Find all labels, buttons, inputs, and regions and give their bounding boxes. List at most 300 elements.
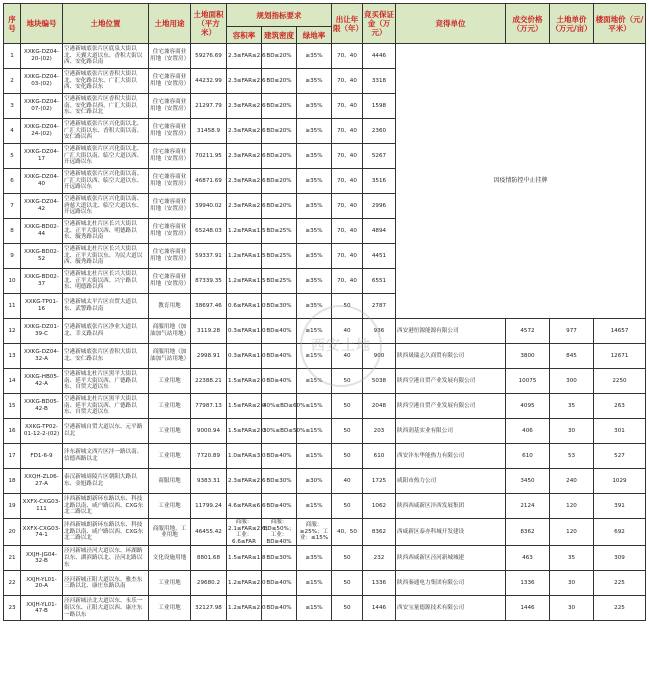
cell-use: 工业用地 (149, 394, 191, 419)
cell-plot-no: XXQH-ZL06-27-A (21, 469, 63, 494)
cell-seq: 12 (4, 319, 21, 344)
cell-floor-price: 12671 (594, 344, 646, 369)
cell-location: 空港新城底张片区兴化街以南、唐慈大道以北、临空大道以东、开远路以东 (63, 194, 149, 219)
cell-far: 0.6≤FAR≤1.0 (227, 294, 262, 319)
table-row (4, 394, 646, 419)
cell-area: 9383.31 (191, 469, 227, 494)
cell-floor-price: 301 (594, 419, 646, 444)
cell-seq: 7 (4, 194, 21, 219)
cell-far: 2.3≤FAR≤2.6 (227, 94, 262, 119)
cell-density: BD≥40% (262, 571, 297, 596)
cell-deposit: 5267 (363, 144, 396, 169)
cell-use: 商服用地 (149, 469, 191, 494)
cell-winner: 咸阳市热力公司 (396, 469, 506, 494)
cell-deposit: 6551 (363, 269, 396, 294)
cell-deposit: 3318 (363, 69, 396, 94)
cell-density: BD≤30% (262, 294, 297, 319)
cell-density: BD≤40% (262, 319, 297, 344)
cell-far: 1.2≤FAR≤2.0 (227, 571, 262, 596)
table-row (4, 444, 646, 469)
cell-area: 31458.9 (191, 119, 227, 144)
cell-location: 空港新城底张片区香积大街以北、安仁路以东 (63, 344, 149, 369)
cell-term: 70、40 (332, 169, 363, 194)
cell-deposit: 203 (363, 419, 396, 444)
cell-location: 泰汉新城周陵片区朝阳大路以东、金旭路以北 (63, 469, 149, 494)
cell-green: ≥35% (297, 44, 332, 69)
cell-seq: 5 (4, 144, 21, 169)
cell-far: 2.3≤FAR≤2.6 (227, 169, 262, 194)
cell-term: 70、40 (332, 269, 363, 294)
cell-location: 泾河新城正阳大道以东、雅杰东三路以北、康庄东路以南 (63, 571, 149, 596)
cell-density: BD≤20% (262, 194, 297, 219)
cell-winner: 陕西润基实业有限公司 (396, 419, 506, 444)
cell-price: 1446 (506, 596, 550, 621)
cell-deposit: 4451 (363, 244, 396, 269)
cell-area: 11799.24 (191, 494, 227, 519)
suspended-note: 因疫情防控中止挂牌 (396, 44, 646, 319)
cell-unit-price: 845 (550, 344, 594, 369)
cell-use: 商服用地、工业用地 (149, 519, 191, 546)
cell-location: 泾河新城泾河大道以东、环湖路以东、湖滨路以北、泾河北路以东 (63, 546, 149, 571)
land-results-table (3, 3, 646, 621)
cell-floor-price: 2250 (594, 369, 646, 394)
cell-density: BD≤20% (262, 94, 297, 119)
cell-price: 10075 (506, 369, 550, 394)
cell-use: 工业用地 (149, 571, 191, 596)
cell-green: ≥35% (297, 169, 332, 194)
cell-floor-price: 309 (594, 546, 646, 571)
cell-plot-no: FD1-6-9 (21, 444, 63, 469)
cell-plot-no: XXKG-HB05-42-A (21, 369, 63, 394)
cell-use: 工业用地 (149, 596, 191, 621)
cell-term: 40 (332, 319, 363, 344)
cell-winner: 陕西西咸新区泾河新城城建 (396, 546, 506, 571)
cell-far: 1.0≤FAR≤3.0 (227, 444, 262, 469)
cell-green: ≥35% (297, 244, 332, 269)
cell-deposit: 232 (363, 546, 396, 571)
cell-seq: 2 (4, 69, 21, 94)
cell-area: 70211.95 (191, 144, 227, 169)
cell-use: 住宅兼容商业用地（安置房） (149, 94, 191, 119)
cell-seq: 17 (4, 444, 21, 469)
cell-seq: 3 (4, 94, 21, 119)
cell-area: 21297.79 (191, 94, 227, 119)
cell-use: 商服用地（加油加气站用地） (149, 319, 191, 344)
cell-area: 46455.42 (191, 519, 227, 546)
table-row (4, 596, 646, 621)
cell-location: 沣东新城文西片区沣一路以南、信德西路以北 (63, 444, 149, 469)
cell-term: 70、40 (332, 69, 363, 94)
cell-use: 住宅兼容商业用地（安置房） (149, 69, 191, 94)
cell-area: 22388.21 (191, 369, 227, 394)
cell-green: ≤15% (297, 494, 332, 519)
cell-winner: 陕西晟瑞志久商贸有限公司 (396, 344, 506, 369)
cell-winner: 西安宝量德源技术有限公司 (396, 596, 506, 621)
cell-deposit: 2048 (363, 394, 396, 419)
cell-seq: 23 (4, 596, 21, 621)
cell-use: 住宅兼容商业用地（安置房） (149, 169, 191, 194)
cell-use: 住宅兼容商业用地（安置房） (149, 219, 191, 244)
cell-far: 1.5≤FAR≤2.0 (227, 394, 262, 419)
cell-deposit: 4894 (363, 219, 396, 244)
cell-term: 70、40 (332, 194, 363, 219)
cell-location: 空港新城底张片区香积大街以南、安化路以西、广汇大街以东、安仁路以北 (63, 94, 149, 119)
table-row (4, 344, 646, 369)
cell-use: 住宅兼容商业用地（安置房） (149, 144, 191, 169)
cell-unit-price: 120 (550, 494, 594, 519)
header-use: 土地用途 (149, 4, 191, 44)
cell-use: 住宅兼容商业用地（安置房） (149, 269, 191, 294)
cell-location: 沣西新城朗新环东路以东、科技北路以南、咸户路以西、CXG东北二路以北 (63, 494, 149, 519)
cell-density: BD≥40% (262, 596, 297, 621)
cell-location: 空港新城底张片区底泉大街以北、天翼大道以东、香积大街以西、安化路以南 (63, 44, 149, 69)
cell-term: 70、40 (332, 219, 363, 244)
table-row (4, 546, 646, 571)
cell-deposit: 3516 (363, 169, 396, 194)
cell-seq: 19 (4, 494, 21, 519)
cell-density: BD≥40% (262, 369, 297, 394)
cell-deposit: 900 (363, 344, 396, 369)
cell-density: BD≤20% (262, 69, 297, 94)
cell-green: 商服：≥25%；工业：≤15% (297, 519, 332, 546)
cell-plot-no: XXKG-TP01-16 (21, 294, 63, 319)
cell-plot-no: XXJH-YL01-47-B (21, 596, 63, 621)
cell-density: BD≤25% (262, 269, 297, 294)
cell-area: 87339.35 (191, 269, 227, 294)
cell-far: 1.2≤FAR≤1.5 (227, 219, 262, 244)
cell-term: 50 (332, 596, 363, 621)
table-body (4, 44, 646, 621)
cell-seq: 8 (4, 219, 21, 244)
header-deposit: 竞买保证金（万元） (363, 4, 396, 44)
cell-floor-price: 391 (594, 494, 646, 519)
cell-unit-price: 35 (550, 546, 594, 571)
cell-green: ≤15% (297, 444, 332, 469)
cell-seq: 18 (4, 469, 21, 494)
cell-plot-no: XXKG-DZ04-24-(02) (21, 119, 63, 144)
cell-unit-price: 53 (550, 444, 594, 469)
cell-deposit: 1446 (363, 596, 396, 621)
cell-seq: 1 (4, 44, 21, 69)
cell-term: 50 (332, 444, 363, 469)
cell-winner: 陕西空港自贸产业发展有限公司 (396, 369, 506, 394)
cell-green: ≤15% (297, 596, 332, 621)
cell-area: 38697.46 (191, 294, 227, 319)
cell-price: 2124 (506, 494, 550, 519)
cell-term: 70、40 (332, 44, 363, 69)
cell-density: BD≤30% (262, 546, 297, 571)
cell-unit-price: 300 (550, 369, 594, 394)
cell-density: BD≥40% (262, 444, 297, 469)
cell-density: BD≤40% (262, 344, 297, 369)
header-far: 容积率 (227, 27, 262, 44)
cell-area: 8801.68 (191, 546, 227, 571)
cell-green: ≥35% (297, 269, 332, 294)
cell-deposit: 8362 (363, 519, 396, 546)
cell-density: BD≤30% (262, 469, 297, 494)
cell-density: BD≤20% (262, 144, 297, 169)
cell-plot-no: XXKG-DZ04-07-(02) (21, 94, 63, 119)
cell-use: 住宅兼容商业用地（安置房） (149, 119, 191, 144)
cell-floor-price: 14657 (594, 319, 646, 344)
cell-winner: 陕西空港自贸产业发展有限公司 (396, 394, 506, 419)
cell-unit-price: 977 (550, 319, 594, 344)
cell-use: 工业用地 (149, 494, 191, 519)
cell-area: 29680.2 (191, 571, 227, 596)
cell-winner: 西咸新区泰亦科城开发建设 (396, 519, 506, 546)
cell-far: 2.3≤FAR≤2.6 (227, 194, 262, 219)
cell-plot-no: XXKG-DZ04-17 (21, 144, 63, 169)
cell-green: ≤15% (297, 571, 332, 596)
table-row (4, 319, 646, 344)
cell-plot-no: XXKG-DZ04-20-(02) (21, 44, 63, 69)
cell-price: 610 (506, 444, 550, 469)
cell-far: 1.2≤FAR≤2.0 (227, 596, 262, 621)
cell-seq: 9 (4, 244, 21, 269)
cell-unit-price: 35 (550, 394, 594, 419)
cell-floor-price: 225 (594, 596, 646, 621)
cell-price: 3450 (506, 469, 550, 494)
cell-far: 2.3≤FAR≤2.6 (227, 144, 262, 169)
cell-seq: 22 (4, 571, 21, 596)
header-price: 成交价格（万元） (506, 4, 550, 44)
cell-density: 30%≤BD≤50% (262, 419, 297, 444)
cell-use: 教育用地 (149, 294, 191, 319)
cell-price: 4572 (506, 319, 550, 344)
cell-far: 0.3≤FAR≤1.0 (227, 344, 262, 369)
cell-seq: 10 (4, 269, 21, 294)
cell-deposit: 2996 (363, 194, 396, 219)
header-seq: 序号 (4, 4, 21, 44)
cell-price: 3800 (506, 344, 550, 369)
cell-plot-no: XXFX-CXG03-111 (21, 494, 63, 519)
cell-green: ≤15% (297, 419, 332, 444)
cell-green: ≥35% (297, 294, 332, 319)
cell-deposit: 4446 (363, 44, 396, 69)
cell-floor-price: 1029 (594, 469, 646, 494)
cell-green: ≤15% (297, 369, 332, 394)
cell-far: 1.5≤FAR≤1.8 (227, 546, 262, 571)
cell-term: 50 (332, 419, 363, 444)
cell-area: 2998.91 (191, 344, 227, 369)
cell-plot-no: XXJH-JG04-32-B (21, 546, 63, 571)
cell-deposit: 610 (363, 444, 396, 469)
cell-floor-price: 225 (594, 571, 646, 596)
cell-far: 商服：2.1≤FAR≤2.6；工业：6.6≤FAR (228, 519, 272, 545)
cell-location: 空港新城底张片区兴化街以北、广汇大街以东、香积大街以南、安仁路以西 (63, 119, 149, 144)
cell-location: 空港新城底张片区兴化街以北、广汇大街以南、临空大道以西、开远路以东 (63, 144, 149, 169)
header-location: 土地位置 (63, 4, 149, 44)
cell-use: 商服用地（加油加气站用地） (149, 344, 191, 369)
cell-unit-price: 30 (550, 571, 594, 596)
cell-use: 工业用地 (149, 419, 191, 444)
cell-price: 406 (506, 419, 550, 444)
cell-winner: 西安港恒源能源有限公司 (396, 319, 506, 344)
cell-density: BD≤20% (262, 169, 297, 194)
cell-plot-no: XXKG-DZ04-03-(02) (21, 69, 63, 94)
cell-density: 商服：BD≤50%；工业：BD≥40% (262, 519, 297, 546)
cell-plot-no: XXFX-CXG03-74-1 (21, 519, 63, 546)
cell-plot-no: XXKG-TP02-01-12-2-(02) (21, 419, 63, 444)
header-winner: 竞得单位 (396, 4, 506, 44)
cell-location: 空港新城自贸大道以东、元平路以北 (63, 419, 149, 444)
cell-plot-no: XXKG-BD02-52 (21, 244, 63, 269)
cell-seq: 11 (4, 294, 21, 319)
cell-green: ≥35% (297, 546, 332, 571)
cell-term: 50 (332, 494, 363, 519)
cell-green: ≥30% (297, 469, 332, 494)
cell-location: 空港新城底张片区香积大街以北、安化路以东、广汇大街以西、安化路以东 (63, 69, 149, 94)
cell-term: 70、40 (332, 144, 363, 169)
cell-seq: 14 (4, 369, 21, 394)
table-row (4, 369, 646, 394)
cell-price: 1336 (506, 571, 550, 596)
header-floor-price: 楼面地价（元/平米） (594, 4, 646, 44)
header-plot-no: 地块编号 (21, 4, 63, 44)
cell-use: 住宅兼容商业用地（安置房） (149, 194, 191, 219)
cell-deposit: 2360 (363, 119, 396, 144)
header-planning: 规划指标要求 (227, 4, 332, 27)
table-row (4, 519, 646, 546)
table-row (4, 44, 646, 69)
cell-area: 3119.28 (191, 319, 227, 344)
cell-deposit: 1336 (363, 571, 396, 596)
cell-plot-no: XXKG-BD02-44 (21, 219, 63, 244)
cell-density: BD≤25% (262, 244, 297, 269)
cell-floor-price: 527 (594, 444, 646, 469)
cell-far: 1.2≤FAR≤1.5 (227, 269, 262, 294)
cell-term: 70、40 (332, 244, 363, 269)
cell-green: ≥35% (297, 94, 332, 119)
cell-seq: 15 (4, 394, 21, 419)
cell-plot-no: XXKG-DZ04-40 (21, 169, 63, 194)
cell-location: 空港新城太平片区自贸大道以东、武警路以南 (63, 294, 149, 319)
cell-term: 50 (332, 571, 363, 596)
cell-floor-price: 263 (594, 394, 646, 419)
cell-green: ≥35% (297, 144, 332, 169)
cell-deposit: 936 (363, 319, 396, 344)
cell-winner: 陕西秦通电力集团有限公司 (396, 571, 506, 596)
cell-floor-price: 692 (594, 519, 646, 546)
header-unit-price: 土地单价（万元/亩） (550, 4, 594, 44)
cell-unit-price: 30 (550, 419, 594, 444)
cell-unit-price: 30 (550, 596, 594, 621)
cell-location: 空港新城底张片区净业大道以北、幸义路以西 (63, 319, 149, 344)
cell-area: 46871.69 (191, 169, 227, 194)
cell-area: 7720.89 (191, 444, 227, 469)
cell-area: 59276.69 (191, 44, 227, 69)
cell-seq: 16 (4, 419, 21, 444)
cell-area: 77987.13 (191, 394, 227, 419)
cell-plot-no: XXKG-BD05-42-B (21, 394, 63, 419)
cell-green: ≥35% (297, 219, 332, 244)
cell-use: 工业用地 (149, 369, 191, 394)
cell-green: ≥15% (297, 319, 332, 344)
cell-use: 工业用地 (149, 444, 191, 469)
cell-area: 44232.99 (191, 69, 227, 94)
cell-location: 空港新城北杜片区长兴大街以北、正平大街以东、为民大道以西、毓秀路以南 (63, 244, 149, 269)
cell-plot-no: XXKG-DZ01-39-C (21, 319, 63, 344)
cell-density: 40%≤BD≤60% (262, 394, 297, 419)
cell-far: 4.6≤FAR≤6.6 (227, 494, 262, 519)
cell-green: ≥35% (297, 119, 332, 144)
cell-term: 40 (332, 344, 363, 369)
cell-term: 50 (332, 546, 363, 571)
cell-unit-price: 240 (550, 469, 594, 494)
cell-plot-no: XXKG-DZ04-32-A (21, 344, 63, 369)
cell-area: 32127.98 (191, 596, 227, 621)
cell-unit-price: 120 (550, 519, 594, 546)
cell-area: 39940.02 (191, 194, 227, 219)
cell-green: ≥15% (297, 344, 332, 369)
watermark-seal: 西安土地 (300, 305, 382, 387)
cell-area: 59337.91 (191, 244, 227, 269)
cell-price: 463 (506, 546, 550, 571)
cell-density: BD≤20% (262, 44, 297, 69)
cell-use: 住宅兼容商业用地（安置房） (149, 44, 191, 69)
header-term: 出让年限（年） (332, 4, 363, 44)
cell-winner: 西安沣东华能热力有限公司 (396, 444, 506, 469)
cell-location: 空港新城底张片区兴化街以南、广汇大街以西、临空大道以东、开远路以东 (63, 169, 149, 194)
cell-term: 40 (332, 469, 363, 494)
cell-far: 1.5≤FAR≤2.0 (227, 419, 262, 444)
cell-deposit: 1598 (363, 94, 396, 119)
cell-location: 泾河新城泾北大道以东、永乐一街以东、正阳大道以西、康庄东一路以东 (63, 596, 149, 621)
cell-location: 沣西新城朗新环东路以东、科技北路以南、咸户路以西、CXG东北二路以北 (63, 519, 149, 546)
table-row (4, 494, 646, 519)
cell-price: 8362 (506, 519, 550, 546)
cell-term: 40、50 (332, 519, 363, 546)
cell-far: 1.5≤FAR≤2.0 (227, 369, 262, 394)
cell-winner: 陕西西咸新区沣西发展集团 (396, 494, 506, 519)
header-density: 建筑密度 (262, 27, 297, 44)
cell-price: 4095 (506, 394, 550, 419)
cell-use: 文化设施用地 (149, 546, 191, 571)
cell-far: 2.3≤FAR≤2.6 (227, 44, 262, 69)
cell-area: 65248.03 (191, 219, 227, 244)
cell-far: 1.2≤FAR≤1.5 (227, 244, 262, 269)
cell-far: 2.3≤FAR≤2.6 (227, 119, 262, 144)
table-row (4, 469, 646, 494)
cell-green: ≤15% (297, 394, 332, 419)
cell-seq: 20 (4, 519, 21, 546)
cell-deposit: 2787 (363, 294, 396, 319)
cell-far: 0.3≤FAR≤1.0 (227, 319, 262, 344)
cell-location: 空港新城北杜片区黑平大街以南、延平大街以西、广德路以东、自贸大道以东 (63, 369, 149, 394)
cell-use: 住宅兼容商业用地（安置房） (149, 244, 191, 269)
cell-seq: 6 (4, 169, 21, 194)
cell-term: 50 (332, 294, 363, 319)
table-row (4, 571, 646, 596)
cell-term: 70、40 (332, 94, 363, 119)
cell-deposit: 1725 (363, 469, 396, 494)
cell-green: ≥35% (297, 194, 332, 219)
header-green: 绿地率 (297, 27, 332, 44)
cell-area: 9000.94 (191, 419, 227, 444)
cell-term: 70、40 (332, 119, 363, 144)
cell-location: 空港新城北杜片区长兴大街以北、正平大街以西、明德路以东、毓秀路以南 (63, 219, 149, 244)
header-area: 土地面积（平方米） (191, 4, 227, 44)
cell-density: BD≥40% (262, 494, 297, 519)
cell-green: ≥35% (297, 69, 332, 94)
cell-far: 2.3≤FAR≤2.6 (227, 69, 262, 94)
cell-seq: 13 (4, 344, 21, 369)
cell-seq: 21 (4, 546, 21, 571)
cell-plot-no: XXKG-DZ04-42 (21, 194, 63, 219)
cell-deposit: 5038 (363, 369, 396, 394)
cell-seq: 4 (4, 119, 21, 144)
table-row (4, 419, 646, 444)
